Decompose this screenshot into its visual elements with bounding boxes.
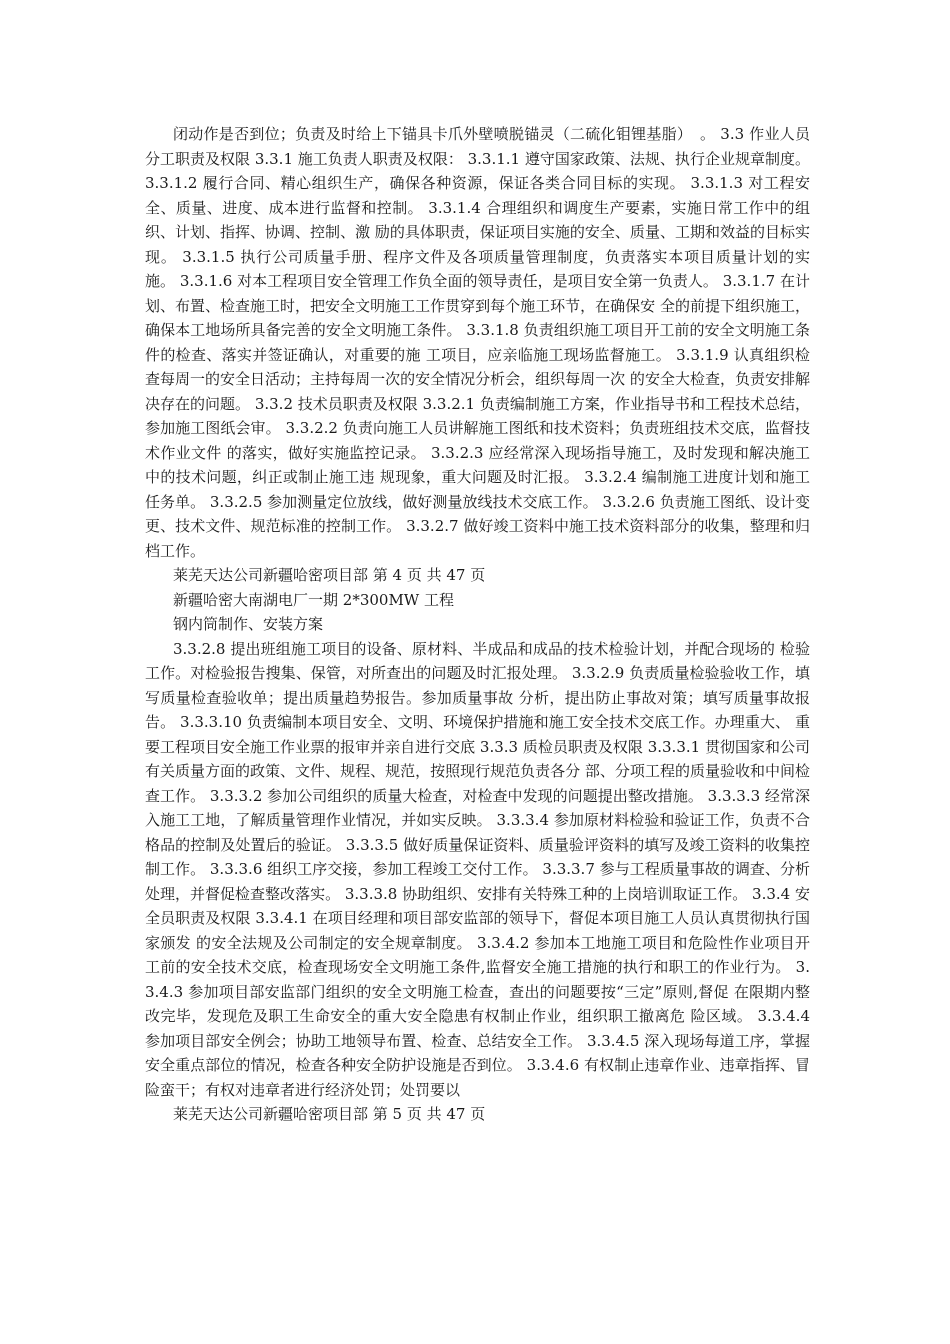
page-footer-1: 莱芜天达公司新疆哈密项目部 第 4 页 共 47 页 — [173, 566, 486, 584]
document-page — [145, 122, 810, 1127]
body-paragraph-2: 3.3.2.8 提出班组施工项目的设备、原材料、半成品和成品的技术检验计划，并配合现场的 检验工作。对检验报告搜集、保管，对所查出的问题及时汇报处理。 3.3.2.9 负责质量检验验收工作，填写质量检查验收单；提出质量趋势报告。参加质量事故 分析，提出防止事故对策；填写质量事故报告。 3.3.3.10 负责编制本项目安全、文明、环境保护措施和施工安全技术交底工作。办理重大、 重要工程项目安全施工作业票的报审并亲自进行交底 3.3.3 质检员职责及权限 3.3.3.1 贯彻国家和公司有关质量方面的政策、文件、规程、规范，按照现行规范负责各分 部、分项工程的质量验收和中间检查工作。 3.3.3.2 参加公司组织的质量大检查，对检查中发现的问题提出整改措施。 3.3.3.3 经常深入施工工地，了解质量管理作业情况，并如实反映。 3.3.3.4 参加原材料检验和验证工作，负责不合格品的控制及处置后的验证。 3.3.3.5 做好质量保证资料、质量验评资料的填写及竣工资料的收集控制工作。 3.3.3.6 组织工序交接，参加工程竣工交付工作。 3.3.3.7 参与工程质量事故的调查、分析处理，并督促检查整改落实。 3.3.3.8 协助组织、安排有关特殊工种的上岗培训取证工作。 3.3.4 安全员职责及权限 3.3.4.1 在项目经理和项目部安监部的领导下，督促本项目施工人员认真贯彻执行国家颁发 的安全法规及公司制定的安全规章制度。 3.3.4.2 参加本工地施工项目和危险性作业项目开工前的安全技术交底，检查现场安全文明施工条件,监督安全施工措施的执行和职工的作业行为。 3.3.4.3 参加项目部安监部门组织的安全文明施工检查，查出的问题要按“三定”原则,督促 在限期内整改完毕，发现危及职工生命安全的重大安全隐患有权制止作业，组织职工撤离危 险区域。 3.3.4.4 参加项目部安全例会；协助工地领导布置、检查、总结安全工作。 3.3.4.5 深入现场每道工序，掌握安全重点部位的情况，检查各种安全防护设施是否到位。 3.3.4.6 有权制止违章作业、违章指挥、冒险蛮干；有权对违章者进行经济处罚；处罚要以 — [145, 639, 810, 1099]
body-paragraph-1: 闭动作是否到位；负责及时给上下锚具卡爪外壁喷脱锚灵（二硫化钼锂基脂） 。 3.3 作业人员分工职责及权限 3.3.1 施工负责人职责及权限： 3.3.1.1 遵守国家政策、法规、执行企业规章制度。 3.3.1.2 履行合同、精心组织生产，确保各种资源，保证各类合同目标的实现。 3.3.1.3 对工程安全、质量、进度、成本进行监督和控制。 3.3.1.4 合理组织和调度生产要素，实施日常工作中的组织、计划、指挥、协调、控制、激 励的具体职责，保证项目实施的安全、质量、工期和效益的目标实现。 3.3.1.5 执行公司质量手册、程序文件及各项质量管理制度，负责落实本项目质量计划的实 施。 3.3.1.6 对本工程项目安全管理工作负全面的领导责任，是项目安全第一负责人。 3.3.1.7 在计划、布置、检查施工时，把安全文明施工工作贯穿到每个施工环节，在确保安 全的前提下组织施工，确保本工地场所具备完善的安全文明施工条件。 3.3.1.8 负责组织施工项目开工前的安全文明施工条件的检查、落实并签证确认，对重要的施 工项目，应亲临施工现场监督施工。 3.3.1.9 认真组织检查每周一的安全日活动；主持每周一次的安全情况分析会，组织每周一次 的安全大检查，负责安排解决存在的问题。 3.3.2 技术员职责及权限 3.3.2.1 负责编制施工方案，作业指导书和工程技术总结，参加施工图纸会审。 3.3.2.2 负责向施工人员讲解施工图纸和技术资料；负责班组技术交底，监督技术作业文件 的落实，做好实施监控记录。 3.3.2.3 应经常深入现场指导施工，及时发现和解决施工中的技术问题，纠正或制止施工违 规现象，重大问题及时汇报。 3.3.2.4 编制施工进度计划和施工任务单。 3.3.2.5 参加测量定位放线，做好测量放线技术交底工作。 3.3.2.6 负责施工图纸、设计变更、技术文件、规范标准的控制工作。 3.3.2.7 做好竣工资料中施工技术资料部分的收集，整理和归档工作。 — [145, 125, 810, 560]
page-footer-2: 莱芜天达公司新疆哈密项目部 第 5 页 共 47 页 — [173, 1105, 486, 1123]
page-header-title: 钢内筒制作、安装方案 — [173, 615, 324, 633]
page-header-project: 新疆哈密大南湖电厂一期 2*300MW 工程 — [173, 590, 454, 609]
